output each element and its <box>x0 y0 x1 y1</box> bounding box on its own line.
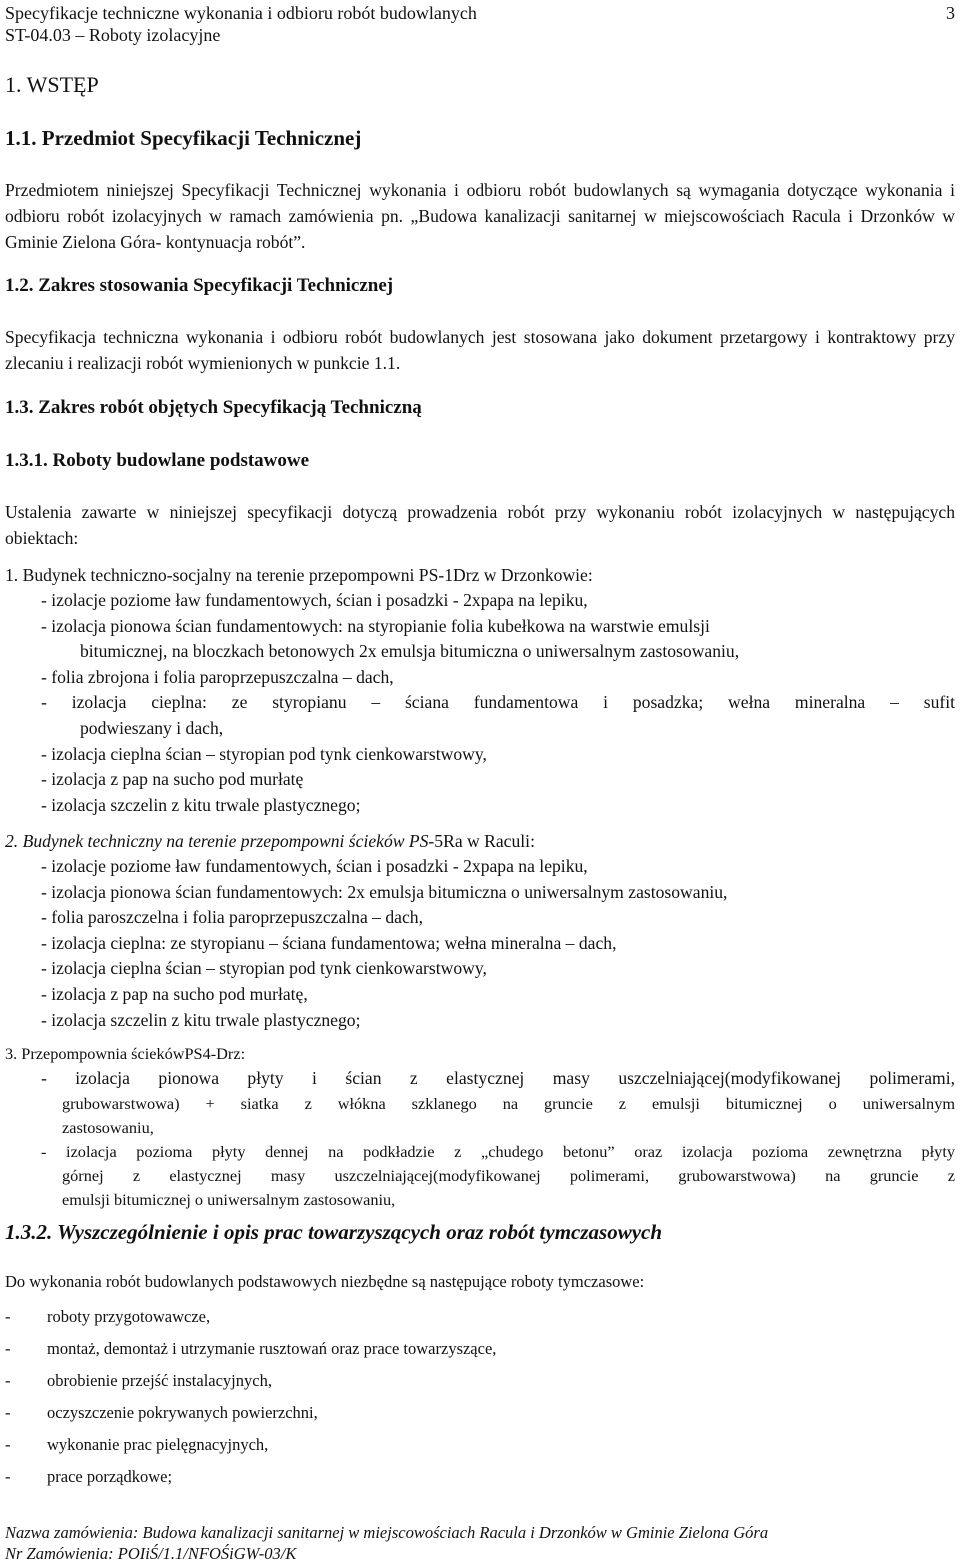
list-item: górnej z elastycznej masy uszczelniającej(modyfikowanej polimerami, grubowarstwowa) na gruncie z <box>62 1165 955 1185</box>
section-heading-1-2: 1.2. Zakres stosowania Specyfikacji Technicznej <box>5 275 394 296</box>
footer-order-name: Nazwa zamówienia: Budowa kanalizacji sanitarnej w miejscowościach Racula i Drzonków w Gminie Zielona Góra <box>5 1523 769 1542</box>
section-heading-1-3-2: 1.3.2. Wyszczególnienie i opis prac towarzyszących oraz robót tymczasowych <box>5 1220 663 1244</box>
list-item: - izolacja z pap na sucho pod murłatę, <box>41 983 308 1004</box>
list-item: - folia paroszczelna i folia paroprzepuszczalna – dach, <box>41 907 423 928</box>
page-number: 3 <box>946 3 955 23</box>
dash-bullet: - <box>5 1339 11 1358</box>
dash-bullet: - <box>5 1371 11 1390</box>
header-subtitle: ST-04.03 – Roboty izolacyjne <box>5 25 221 45</box>
section-heading-1-3-1: 1.3.1. Roboty budowlane podstawowe <box>5 450 310 471</box>
section-heading-1-1: 1.1. Przedmiot Specyfikacji Technicznej <box>5 126 362 150</box>
page-header <box>5 2 955 46</box>
object-1-heading: 1. Budynek techniczno-socjalny na terenie przepompowni PS-1Drz w Drzonkowie: <box>5 565 593 585</box>
footer-order-number: Nr Zamówienia: POIiŚ/1.1/NFOŚiGW-03/K <box>5 1544 297 1563</box>
paragraph-1-3-1: Ustalenia zawarte w niniejszej specyfikacji dotyczą prowadzenia robót przy wykonaniu robót izolacyjnych w następujących obiektach: <box>5 502 955 548</box>
list-item: - izolacje poziome ław fundamentowych, ścian i posadzki - 2xpapa na lepiku, <box>41 590 588 610</box>
object-1 <box>5 562 955 818</box>
list-item: podwieszany i dach, <box>80 717 224 738</box>
list-item: - izolacja z pap na sucho pod murłatę <box>41 769 304 790</box>
list-item: - obrobienie przejść instalacyjnych, <box>5 1365 955 1397</box>
list-item: - izolacje poziome ław fundamentowych, ścian i posadzki - 2xpapa na lepiku, <box>41 856 588 876</box>
list-item: - roboty przygotowawcze, <box>5 1301 955 1333</box>
page-footer <box>5 1522 955 1564</box>
list-item: - izolacja cieplna ścian – styropian pod tynk cienkowarstwowy, <box>41 958 487 979</box>
object-2-heading <box>5 828 955 854</box>
list-item: - folia zbrojona i folia paroprzepuszczalna – dach, <box>41 666 394 687</box>
list-item: - izolacja cieplna: ze styropianu – ściana fundamentowa; wełna mineralna – dach, <box>41 932 617 953</box>
section-heading-intro: 1. WSTĘP <box>5 72 99 97</box>
list-item: - izolacja cieplna ścian – styropian pod tynk cienkowarstwowy, <box>41 743 487 764</box>
list-item: - izolacja pionowa płyty i ścian z elastycznej masy uszczelniającej(modyfikowanej polimerami, <box>41 1068 955 1088</box>
list-item: - izolacja pozioma płyty dennej na podkładzie z „chudego betonu” oraz izolacja pozioma zewnętrzna płyty <box>41 1141 955 1161</box>
list-item: - izolacja szczelin z kitu trwale plastycznego; <box>41 794 361 815</box>
dash-bullet: - <box>5 1307 11 1326</box>
object-3 <box>5 1042 955 1212</box>
paragraph-1-1: Przedmiotem niniejszej Specyfikacji Technicznej wykonania i odbioru robót budowlanych są wymagania dotyczące wykonania i odbioru robót izolacyjnych w ramach zamówienia pn. „Budowa kanalizacji sanitarnej w miejscowościach Racula i Drzonków w Gminie Zielona Góra- kontynuacja robót”. <box>5 180 955 252</box>
temporary-works-list <box>5 1301 955 1493</box>
object-2-heading-rest: 5Ra w Raculi: <box>434 831 535 851</box>
list-item: - oczyszczenie pokrywanych powierzchni, <box>5 1397 955 1429</box>
dash-bullet: - <box>5 1403 11 1422</box>
list-item: - izolacja pionowa ścian fundamentowych: 2x emulsja bitumiczna o uniwersalnym zastosowaniu, <box>41 881 728 902</box>
object-2-heading-italic: 2. Budynek techniczny na terenie przepompowni ścieków PS- <box>5 831 435 851</box>
header-title: Specyfikacje techniczne wykonania i odbioru robót budowlanych <box>5 3 477 23</box>
paragraph-1-3-2: Do wykonania robót budowlanych podstawowych niezbędne są następujące roboty tymczasowe: <box>5 1272 645 1291</box>
list-item: bitumicznej, na bloczkach betonowych 2x emulsja bitumiczna o uniwersalnym zastosowaniu, <box>80 641 740 662</box>
list-item: - izolacja cieplna: ze styropianu – ściana fundamentowa i posadzka; wełna mineralna – sufit <box>41 692 955 713</box>
dash-bullet: - <box>5 1467 11 1486</box>
list-item: - wykonanie prac pielęgnacyjnych, <box>5 1429 955 1461</box>
list-item: - montaż, demontaż i utrzymanie rusztowań oraz prace towarzyszące, <box>5 1333 955 1365</box>
list-item: - izolacja szczelin z kitu trwale plastycznego; <box>41 1009 361 1030</box>
paragraph-1-2: Specyfikacja techniczna wykonania i odbioru robót budowlanych jest stosowana jako dokument przetargowy i kontraktowy przy zlecaniu i realizacji robót wymienionych w punkcie 1.1. <box>5 327 955 373</box>
list-item: grubowarstwowa) + siatka z włókna szklanego na gruncie z emulsji bitumicznej o uniwersalnym <box>62 1093 955 1113</box>
object-3-heading: 3. Przepompownia ściekówPS4-Drz: <box>5 1044 246 1063</box>
list-item: - izolacja pionowa ścian fundamentowych: na styropianie folia kubełkowa na warstwie emulsji <box>41 615 710 636</box>
section-heading-1-3: 1.3. Zakres robót objętych Specyfikacją Techniczną <box>5 397 422 418</box>
list-item: - prace porządkowe; <box>5 1461 955 1493</box>
list-item: emulsji bitumicznej o uniwersalnym zastosowaniu, <box>62 1189 396 1209</box>
list-item: zastosowaniu, <box>62 1117 154 1137</box>
object-2 <box>5 828 955 1033</box>
dash-bullet: - <box>5 1435 11 1454</box>
